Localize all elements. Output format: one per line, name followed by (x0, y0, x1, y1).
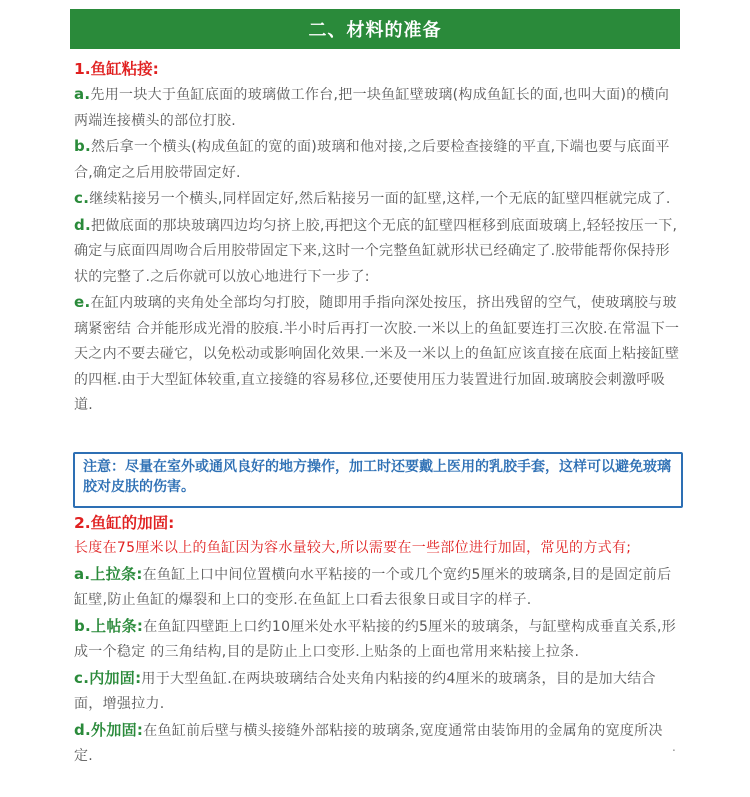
step-label: e. (74, 293, 91, 311)
step-text: 然后拿一个横头(构成鱼缸的宽的面)玻璃和他对接,之后要检查接缝的平直,下端也要与底面平合,确定之后用胶带固定好. (74, 139, 670, 181)
step-b (74, 134, 680, 186)
step-text: 在缸内玻璃的夹角处全部均匀打胶，随即用手指向深处按压，挤出残留的空气，使玻璃胶与玻璃紧密结 合并能形成光滑的胶痕.半小时后再打一次胶.一米以上的鱼缸要连打三次胶.在常温下一天之内不要去碰它，以免松动或影响固化效果.一米及一米以上的鱼缸应该直接在底面上粘接缸壁的四框.由于大型缸体较重,直立接缝的容易移位,还要使用压力装置进行加固.玻璃胶会刺激呼吸道. (74, 295, 680, 413)
item-label: d.外加固: (74, 720, 144, 739)
step-label: a. (74, 85, 91, 103)
section-title: 二、材料的准备 (308, 20, 442, 41)
step-e (74, 290, 680, 419)
step-text: 继续粘接另一个横头,同样固定好,然后粘接另一面的缸壁,这样,一个无底的缸壁四框就完成了. (89, 191, 671, 207)
item-text: 在鱼缸上口中间位置横向水平粘接的一个或几个宽约5厘米的玻璃条,目的是固定前后缸壁,防止鱼缸的爆裂和上口的变形.在鱼缸上口看去很象日或目字的样子. (74, 566, 672, 608)
safety-note-box (73, 452, 683, 508)
item-text: 在鱼缸四壁距上口约10厘米处水平粘接的约5厘米的玻璃条，与缸壁构成垂直关系,形成一个稳定 的三角结构,目的是防止上口变形.上贴条的上面也常用来粘接上拉条. (74, 618, 677, 660)
section-reinforcement (74, 510, 680, 770)
reinforcement-intro: 长度在75厘米以上的鱼缸因为容水量较大,所以需要在一些部位进行加固，常见的方式有; (74, 540, 632, 556)
reinforce-item-b (74, 614, 680, 666)
item-text: 在鱼缸前后壁与横头接缝外部粘接的玻璃条,宽度通常由装饰用的金属角的宽度所决定. (74, 722, 663, 764)
section-heading-reinforcement: 2.鱼缸的加固: (74, 514, 175, 532)
step-a (74, 82, 680, 134)
reinforce-item-c (74, 666, 680, 718)
section-title-banner (70, 9, 680, 49)
item-label: b.上帖条: (74, 616, 144, 635)
safety-note-text: 注意：尽量在室外或通风良好的地方操作，加工时还要戴上医用的乳胶手套，这样可以避免玻璃胶对皮肤的伤害。 (83, 459, 671, 495)
step-label: c. (74, 189, 90, 207)
step-label: d. (74, 215, 92, 234)
step-c (74, 186, 680, 213)
section-heading-bonding: 1.鱼缸粘接: (74, 60, 159, 78)
reinforce-item-a (74, 562, 680, 614)
item-text: 用于大型鱼缸.在两块玻璃结合处夹角内粘接的约4厘米的玻璃条，目的是加大结合面，增强拉力. (74, 670, 656, 712)
step-d (74, 213, 680, 291)
item-label: a.上拉条: (74, 564, 143, 583)
step-text: 把做底面的那块玻璃四边均匀挤上胶,再把这个无底的缸壁四框移到底面玻璃上,轻轻按压一下,确定与底面四周吻合后用胶带固定下来,这时一个完整鱼缸就形状已经确定了.胶带能帮你保持形状的完整了.之后你就可以放心地进行下一步了: (74, 217, 678, 285)
item-label: c.内加固: (74, 668, 142, 687)
step-label: b. (74, 137, 92, 155)
trailing-mark: . (672, 740, 676, 754)
step-text: 先用一块大于鱼缸底面的玻璃做工作台,把一块鱼缸壁玻璃(构成鱼缸长的面,也叫大面)的横向两端连接横头的部位打胶. (74, 87, 670, 129)
section-bonding (74, 56, 680, 419)
reinforce-item-d (74, 718, 680, 770)
